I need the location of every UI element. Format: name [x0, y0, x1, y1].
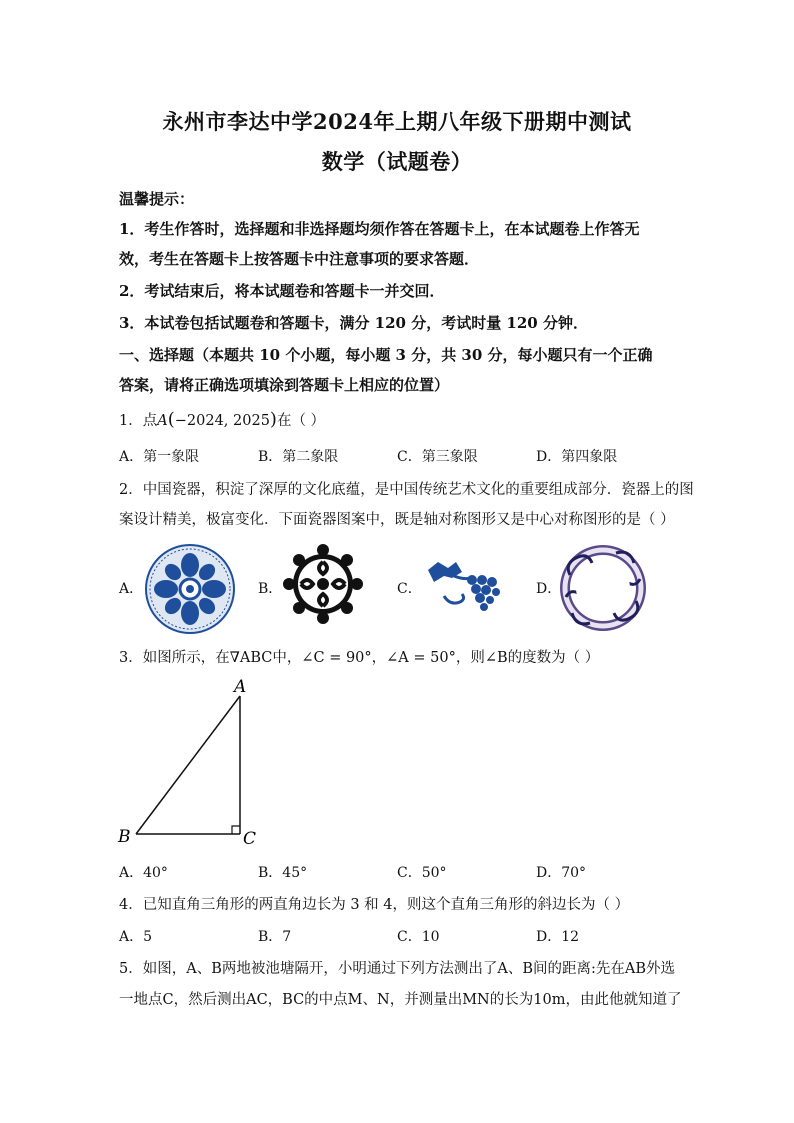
vertex-b-label: B: [118, 827, 131, 847]
q2-label-d: D．: [536, 581, 562, 597]
question-5-cont: 一地点C，然后测出AC，BC的中点M、N，并测量出MN的长为10m，由此他就知道了: [119, 992, 682, 1008]
question-1: [119, 409, 325, 430]
q4-option-c: C．10: [397, 929, 440, 945]
q1-option-b: B．第二象限: [258, 449, 339, 465]
section-heading: 一、选择题（本题共 10 个小题，每小题 3 分，共 30 分，每小题只有一个正确: [119, 346, 653, 364]
exam-subtitle: 数学（试题卷）: [321, 149, 473, 174]
vertex-a-label: A: [234, 677, 247, 697]
porcelain-pattern-a-icon: [144, 543, 236, 635]
question-2-cont: 案设计精美，极富变化．下面瓷器图案中，既是轴对称图形又是中心对称图形的是（ ）: [119, 512, 675, 528]
q1-option-a: A．第一象限: [119, 449, 200, 465]
q3-option-b: B．45°: [258, 865, 308, 881]
q1-paren-open: (: [167, 409, 175, 430]
triangle-abc-figure: [112, 674, 272, 850]
question-5: 5．如图，A、B两地被池塘隔开，小明通过下列方法测出了A、B间的距离:先在AB外选: [119, 961, 675, 977]
section-heading-cont: 答案，请将正确选项填涂到答题卡上相应的位置）: [119, 376, 450, 394]
question-2: 2．中国瓷器，积淀了深厚的文化底蕴，是中国传统艺术文化的重要组成部分．瓷器上的图: [119, 482, 694, 498]
q1-coords: −2024, 2025: [174, 413, 270, 429]
exam-title: 永州市李达中学2024年上期八年级下册期中测试: [162, 109, 632, 134]
q1-option-c: C．第三象限: [397, 449, 478, 465]
q1-suffix: 在（ ）: [276, 413, 326, 429]
q1-paren-close: ): [269, 409, 277, 430]
q4-option-d: D．12: [536, 929, 580, 945]
q1-prefix: 1．点: [119, 413, 158, 429]
q4-option-a: A．5: [119, 929, 153, 945]
notice-heading: 温馨提示：: [119, 190, 195, 208]
q2-label-a: A．: [119, 581, 144, 597]
porcelain-pattern-d-icon: [560, 545, 646, 631]
q3-option-a: A．40°: [119, 865, 168, 881]
q1-option-d: D．第四象限: [536, 449, 618, 465]
q2-label-c: C．: [397, 581, 422, 597]
porcelain-pattern-b-icon: [283, 544, 363, 624]
notice-item-2: 2．考试结束后，将本试题卷和答题卡一并交回．: [119, 282, 445, 300]
question-4: 4．已知直角三角形的两直角边长为 3 和 4，则这个直角三角形的斜边长为（ ）: [119, 897, 630, 913]
q1-point: A: [157, 413, 168, 429]
q3-option-d: D．70°: [536, 865, 587, 881]
porcelain-pattern-c-icon: [424, 556, 502, 614]
question-3: 3．如图所示，在∇ABC中，∠C = 90°，∠A = 50°，则∠B的度数为（ ）: [119, 650, 600, 666]
notice-item-3: 3．本试卷包括试题卷和答题卡，满分 120 分，考试时量 120 分钟．: [119, 314, 588, 332]
notice-item-1-cont: 效，考生在答题卡上按答题卡中注意事项的要求答题．: [119, 250, 480, 268]
vertex-c-label: C: [243, 829, 257, 849]
q4-option-b: B．7: [258, 929, 292, 945]
notice-item-1: 1．考生作答时，选择题和非选择题均须作答在答题卡上，在本试题卷上作答无: [119, 220, 640, 238]
q2-label-b: B．: [258, 581, 283, 597]
q3-option-c: C．50°: [397, 865, 447, 881]
